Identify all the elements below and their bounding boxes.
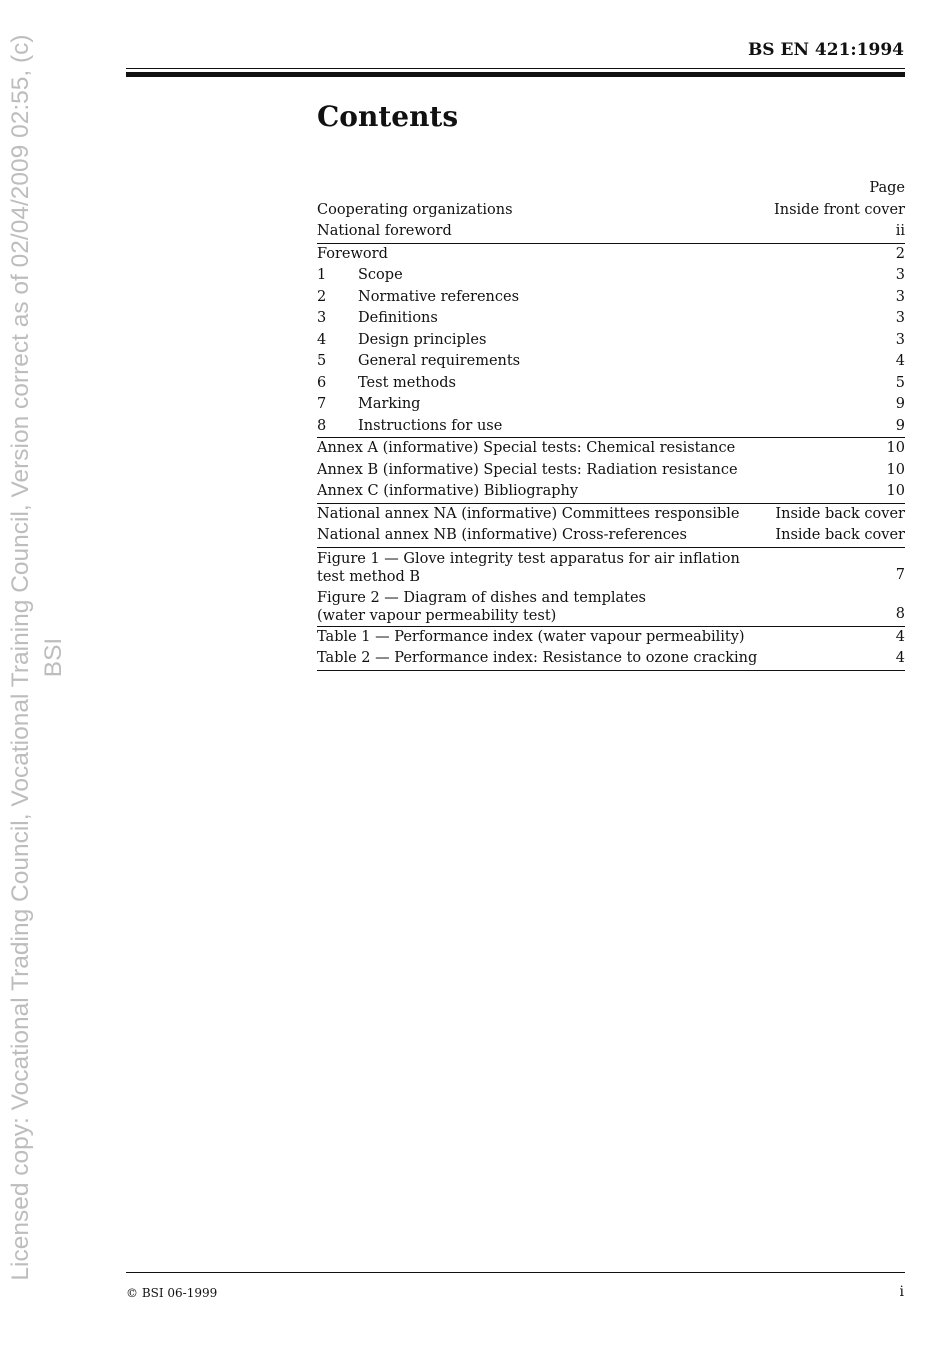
watermark-line-2: BSI xyxy=(40,637,67,678)
toc-entry[interactable] xyxy=(317,265,905,287)
toc-entry-page: 7 xyxy=(895,567,905,583)
toc-entry-title xyxy=(317,394,420,416)
page-number: i xyxy=(899,1284,904,1300)
toc-entry-text xyxy=(358,287,519,309)
toc-entry-label: Test methods xyxy=(358,374,456,391)
toc-entry[interactable] xyxy=(317,200,905,222)
page-title: Contents xyxy=(317,100,459,133)
toc-entry-label: Definitions xyxy=(358,310,438,326)
toc-entry-label: Design principles xyxy=(358,331,487,348)
toc-entry-label: Instructions for use xyxy=(358,417,503,434)
toc-group xyxy=(317,438,905,504)
toc-entry-title xyxy=(317,351,520,373)
toc-entry[interactable] xyxy=(317,244,905,266)
toc-entry-label-continued: (water vapour permeability test) xyxy=(317,607,557,624)
toc-entry-title xyxy=(317,244,388,266)
toc-entry-title xyxy=(317,525,687,547)
toc-entry[interactable] xyxy=(317,548,905,587)
toc-entry-text xyxy=(358,394,420,416)
toc-entry-label: Annex A (informative) Special tests: Chemical resistance xyxy=(317,440,736,456)
toc-entry-number: 6 xyxy=(317,374,327,391)
toc-entry-title xyxy=(317,221,452,243)
toc-entry-page: 3 xyxy=(895,331,905,348)
toc-entry-label: Scope xyxy=(358,267,403,283)
toc-entry-title xyxy=(317,648,757,670)
toc-entry-page: ii xyxy=(895,223,905,239)
toc-group xyxy=(317,244,905,439)
toc-entry-label: Table 1 — Performance index (water vapour permeability) xyxy=(317,628,745,645)
toc-entry[interactable] xyxy=(317,627,905,649)
toc-entry-number: 5 xyxy=(317,353,327,369)
toc-entry-text xyxy=(358,416,502,438)
toc-entry-title xyxy=(317,548,740,587)
toc-entry-title xyxy=(317,416,502,438)
toc-entry-page: 10 xyxy=(886,440,905,456)
toc-entry-number: 3 xyxy=(317,310,327,326)
watermark-line-1: Licensed copy: Vocational Trading Council, Vocational Training Council, Version correct as of 02/04/2009 02:55, (c) xyxy=(7,34,34,1281)
toc-entry-title xyxy=(317,200,513,222)
toc-entry-label: Annex C (informative) Bibliography xyxy=(317,483,579,499)
toc-entry-page: 3 xyxy=(895,267,905,283)
toc-entry-label: Figure 2 — Diagram of dishes and templates xyxy=(317,589,646,606)
toc-entry-page: Inside front cover xyxy=(774,201,905,218)
toc-entry-text xyxy=(317,481,578,503)
toc-entry-text xyxy=(317,525,687,547)
toc-entry[interactable] xyxy=(317,438,905,460)
toc-entry-label: Table 2 — Performance index: Resistance to ozone cracking xyxy=(317,650,758,666)
toc-entry-title xyxy=(317,373,456,395)
toc-entry-title xyxy=(317,438,735,460)
toc-entry-text xyxy=(317,438,735,460)
toc-entry-page: 3 xyxy=(895,310,905,326)
toc-entry[interactable] xyxy=(317,394,905,416)
toc-entry-label: Normative references xyxy=(358,288,520,305)
toc-entry-label: Foreword xyxy=(317,245,388,262)
toc-entry-page: 10 xyxy=(886,483,905,499)
toc-entry-page: 8 xyxy=(895,606,905,622)
toc-entry[interactable] xyxy=(317,460,905,482)
toc-entry-title xyxy=(317,481,578,503)
table-of-contents xyxy=(317,178,905,671)
toc-entry-label: National foreword xyxy=(317,223,452,239)
toc-entry-title xyxy=(317,627,745,649)
toc-entry-title xyxy=(317,587,646,626)
toc-entry-label: Marking xyxy=(358,396,421,412)
toc-entry-number: 4 xyxy=(317,331,327,348)
copyright-notice: © BSI 06-1999 xyxy=(126,1286,218,1300)
toc-entry-title xyxy=(317,308,438,330)
toc-entry-text xyxy=(317,627,745,649)
toc-entry-page: 3 xyxy=(895,288,905,305)
header-rule-thick xyxy=(126,72,905,77)
toc-entry-page: Inside back cover xyxy=(775,505,905,522)
toc-entry-page: 4 xyxy=(895,353,905,369)
toc-entry-label: Figure 1 — Glove integrity test apparatus for air inflation xyxy=(317,550,740,567)
toc-entry-text xyxy=(358,373,456,395)
toc-entry-number: 1 xyxy=(317,267,327,283)
toc-group xyxy=(317,548,905,627)
toc-entry-label-continued: test method B xyxy=(317,568,421,585)
license-watermark xyxy=(4,0,84,1330)
toc-entry-label: Annex B (informative) Special tests: Radiation resistance xyxy=(317,461,738,478)
toc-entry-title xyxy=(317,265,403,287)
toc-entry-title xyxy=(317,460,738,482)
toc-entry-number: 8 xyxy=(317,417,327,434)
toc-entry-text xyxy=(317,589,646,625)
toc-entry[interactable] xyxy=(317,416,905,438)
toc-entry-page: 2 xyxy=(895,245,905,262)
toc-entry-text xyxy=(317,550,740,586)
toc-entry-page: 5 xyxy=(895,374,905,391)
toc-entry-label: General requirements xyxy=(358,353,521,369)
toc-entry-text xyxy=(358,265,403,287)
toc-entry-text xyxy=(317,648,757,670)
toc-entry-page: 10 xyxy=(886,461,905,478)
toc-entry[interactable] xyxy=(317,373,905,395)
toc-entry-label: National annex NB (informative) Cross-references xyxy=(317,527,687,543)
toc-entry-page: 4 xyxy=(895,628,905,645)
toc-entry-text xyxy=(317,504,739,526)
toc-entry-title xyxy=(317,504,739,526)
toc-entry-title xyxy=(317,330,486,352)
footer-rule xyxy=(126,1272,905,1273)
toc-entry[interactable] xyxy=(317,481,905,503)
toc-group xyxy=(317,504,905,548)
toc-entry-page: 9 xyxy=(895,417,905,434)
toc-entry[interactable] xyxy=(317,221,905,243)
toc-entry-title xyxy=(317,287,519,309)
toc-entry-text xyxy=(317,460,738,482)
toc-entry-text xyxy=(358,308,438,330)
toc-entry-page: 4 xyxy=(895,650,905,666)
toc-entry[interactable] xyxy=(317,504,905,526)
toc-entry[interactable] xyxy=(317,308,905,330)
toc-entry-number: 7 xyxy=(317,396,327,412)
toc-entry-label: National annex NA (informative) Committees responsible xyxy=(317,505,740,522)
toc-entry[interactable] xyxy=(317,351,905,373)
toc-group xyxy=(317,200,905,244)
toc-entry-text xyxy=(317,244,388,266)
toc-entry-text xyxy=(317,221,452,243)
header-rule-thin xyxy=(126,68,905,69)
toc-entry[interactable] xyxy=(317,525,905,547)
toc-group xyxy=(317,627,905,671)
page-column-heading: Page xyxy=(869,180,905,196)
toc-entry[interactable] xyxy=(317,330,905,352)
toc-entry-text xyxy=(317,200,513,222)
toc-entry-number: 2 xyxy=(317,288,327,305)
toc-entry-page: Inside back cover xyxy=(775,527,905,543)
toc-entry[interactable] xyxy=(317,287,905,309)
toc-entry[interactable] xyxy=(317,587,905,626)
toc-entry-page: 9 xyxy=(895,396,905,412)
toc-entry[interactable] xyxy=(317,648,905,670)
toc-groups xyxy=(317,200,905,671)
document-id: BS EN 421:1994 xyxy=(747,40,904,60)
toc-entry-label: Cooperating organizations xyxy=(317,201,513,218)
toc-entry-text xyxy=(358,330,486,352)
toc-entry-text xyxy=(358,351,520,373)
